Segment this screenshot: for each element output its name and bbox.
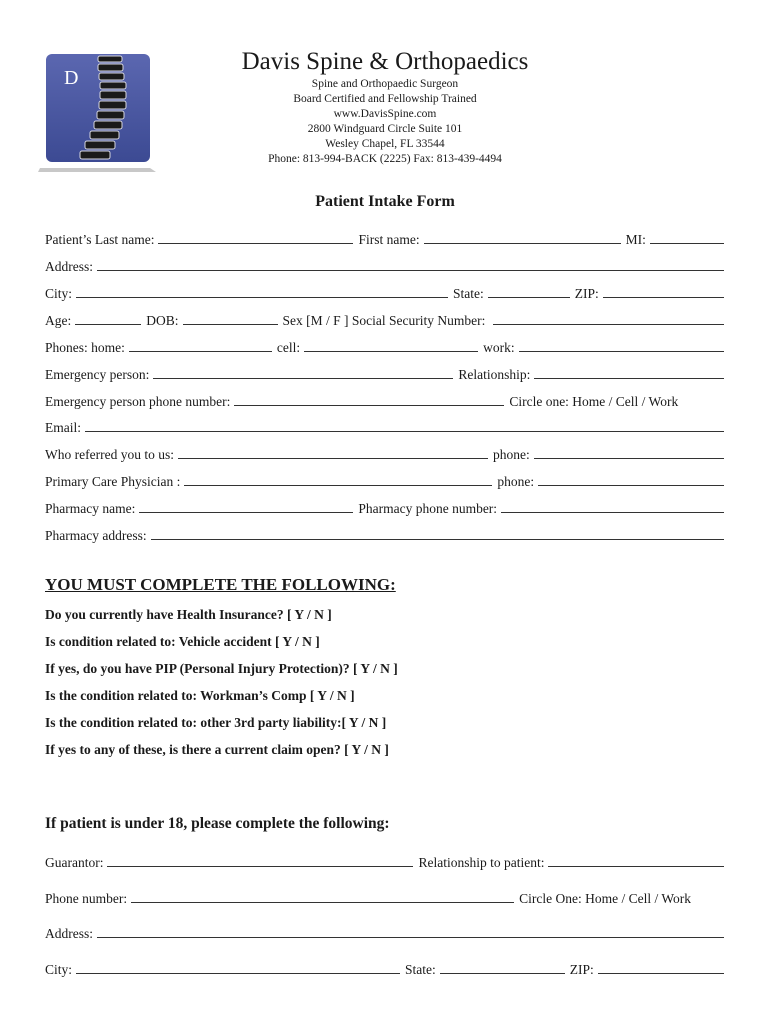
cell-field[interactable] bbox=[304, 350, 478, 352]
relationship-label: Relationship: bbox=[458, 367, 531, 382]
state-field[interactable] bbox=[488, 296, 570, 298]
row-referred bbox=[45, 443, 724, 463]
mi-label: MI: bbox=[625, 232, 646, 247]
row-pharmacy bbox=[45, 497, 724, 517]
question-workmans-comp: Is the condition related to: Workman’s Comp [ Y / N ] bbox=[45, 688, 355, 703]
emergency-person-field[interactable] bbox=[153, 377, 453, 379]
dob-label: DOB: bbox=[146, 313, 179, 328]
guarantor-state-label: State: bbox=[405, 962, 436, 977]
first-name-field[interactable] bbox=[424, 242, 621, 244]
row-pcp bbox=[45, 470, 724, 490]
emergency-phone-label: Emergency person phone number: bbox=[45, 394, 231, 409]
city-field[interactable] bbox=[76, 296, 448, 298]
guarantor-address-field[interactable] bbox=[97, 936, 724, 938]
row-pharmacy-address bbox=[45, 524, 724, 544]
dob-field[interactable] bbox=[183, 323, 278, 325]
question-pip: If yes, do you have PIP (Personal Injury Protection)? [ Y / N ] bbox=[45, 661, 398, 676]
guarantor-relationship-label: Relationship to patient: bbox=[418, 855, 545, 870]
question-third-party: Is the condition related to: other 3rd party liability:[ Y / N ] bbox=[45, 715, 387, 730]
guarantor-relationship-field[interactable] bbox=[548, 865, 724, 867]
relationship-field[interactable] bbox=[534, 377, 724, 379]
row-guarantor-phone bbox=[45, 887, 724, 907]
form-title: Patient Intake Form bbox=[315, 193, 455, 210]
pharmacy-address-label: Pharmacy address: bbox=[45, 528, 147, 543]
under18-heading: If patient is under 18, please complete the following: bbox=[45, 815, 390, 832]
pharmacy-name-label: Pharmacy name: bbox=[45, 501, 136, 516]
row-email bbox=[45, 416, 724, 436]
row-address bbox=[45, 255, 724, 275]
header-line-street: 2800 Windguard Circle Suite 101 bbox=[307, 123, 463, 135]
header-line-website: www.DavisSpine.com bbox=[333, 108, 437, 120]
email-field[interactable] bbox=[85, 430, 724, 432]
referred-field[interactable] bbox=[178, 457, 488, 459]
row-age bbox=[45, 309, 724, 329]
pharmacy-address-field[interactable] bbox=[151, 538, 724, 540]
referred-phone-label: phone: bbox=[492, 447, 530, 462]
pharmacy-name-field[interactable] bbox=[139, 511, 353, 513]
address-field[interactable] bbox=[97, 269, 724, 271]
last-name-label: Patient’s Last name: bbox=[45, 232, 155, 247]
emergency-person-label: Emergency person: bbox=[45, 367, 150, 382]
guarantor-zip-field[interactable] bbox=[598, 972, 724, 974]
row-phones bbox=[45, 336, 724, 356]
referred-label: Who referred you to us: bbox=[45, 447, 174, 462]
question-claim-open: If yes to any of these, is there a current claim open? [ Y / N ] bbox=[45, 742, 389, 757]
row-guarantor-address bbox=[45, 922, 724, 942]
work-field[interactable] bbox=[519, 350, 724, 352]
guarantor-phone-field[interactable] bbox=[131, 901, 514, 903]
must-complete-heading: YOU MUST COMPLETE THE FOLLOWING: bbox=[45, 575, 396, 594]
header-line-phone: Phone: 813-994-BACK (2225) Fax: 813-439-4494 bbox=[268, 153, 502, 165]
age-field[interactable] bbox=[75, 323, 141, 325]
question-vehicle-accident: Is condition related to: Vehicle accident [ Y / N ] bbox=[45, 634, 320, 649]
guarantor-state-field[interactable] bbox=[440, 972, 565, 974]
state-label: State: bbox=[453, 286, 484, 301]
practice-logo bbox=[38, 50, 156, 172]
logo-letter: D bbox=[64, 67, 79, 89]
row-emergency-phone bbox=[45, 390, 724, 410]
header-line-city: Wesley Chapel, FL 33544 bbox=[325, 138, 445, 150]
question-health-insurance: Do you currently have Health Insurance? [ Y / N ] bbox=[45, 607, 332, 622]
age-label: Age: bbox=[45, 313, 72, 328]
guarantor-phone-label: Phone number: bbox=[45, 891, 128, 906]
guarantor-circle-one: Circle One: Home / Cell / Work bbox=[519, 891, 692, 906]
guarantor-field[interactable] bbox=[107, 865, 413, 867]
cell-label: cell: bbox=[276, 340, 301, 355]
work-label: work: bbox=[483, 340, 515, 355]
header-line-specialty: Spine and Orthopaedic Surgeon bbox=[311, 78, 459, 90]
header-line-certification: Board Certified and Fellowship Trained bbox=[293, 93, 477, 105]
sex-ssn-label: Sex [M / F ] Social Security Number: bbox=[282, 313, 486, 328]
city-label: City: bbox=[45, 286, 73, 301]
emergency-phone-field[interactable] bbox=[234, 404, 504, 406]
guarantor-city-label: City: bbox=[45, 962, 73, 977]
guarantor-label: Guarantor: bbox=[45, 855, 104, 870]
zip-field[interactable] bbox=[603, 296, 724, 298]
row-emergency bbox=[45, 363, 724, 383]
pcp-field[interactable] bbox=[184, 484, 492, 486]
mi-field[interactable] bbox=[650, 242, 724, 244]
guarantor-zip-label: ZIP: bbox=[569, 962, 594, 977]
zip-label: ZIP: bbox=[574, 286, 599, 301]
home-phone-field[interactable] bbox=[129, 350, 272, 352]
row-city bbox=[45, 282, 724, 302]
last-name-field[interactable] bbox=[158, 242, 353, 244]
home-phone-label: Phones: home: bbox=[45, 340, 125, 355]
pharmacy-phone-field[interactable] bbox=[501, 511, 724, 513]
ssn-field[interactable] bbox=[493, 323, 724, 325]
row-name bbox=[45, 228, 724, 248]
first-name-label: First name: bbox=[358, 232, 420, 247]
pcp-phone-label: phone: bbox=[497, 474, 535, 489]
pharmacy-phone-label: Pharmacy phone number: bbox=[358, 501, 498, 516]
referred-phone-field[interactable] bbox=[534, 457, 724, 459]
email-label: Email: bbox=[45, 420, 81, 435]
row-guarantor bbox=[45, 851, 724, 871]
pcp-label: Primary Care Physician : bbox=[45, 474, 181, 489]
row-guarantor-city bbox=[45, 958, 724, 978]
guarantor-address-label: Address: bbox=[45, 926, 93, 941]
address-label: Address: bbox=[45, 259, 93, 274]
practice-name: Davis Spine & Orthopaedics bbox=[241, 48, 529, 75]
guarantor-city-field[interactable] bbox=[76, 972, 400, 974]
emergency-circle-one: Circle one: Home / Cell / Work bbox=[509, 394, 679, 409]
pcp-phone-field[interactable] bbox=[538, 484, 724, 486]
